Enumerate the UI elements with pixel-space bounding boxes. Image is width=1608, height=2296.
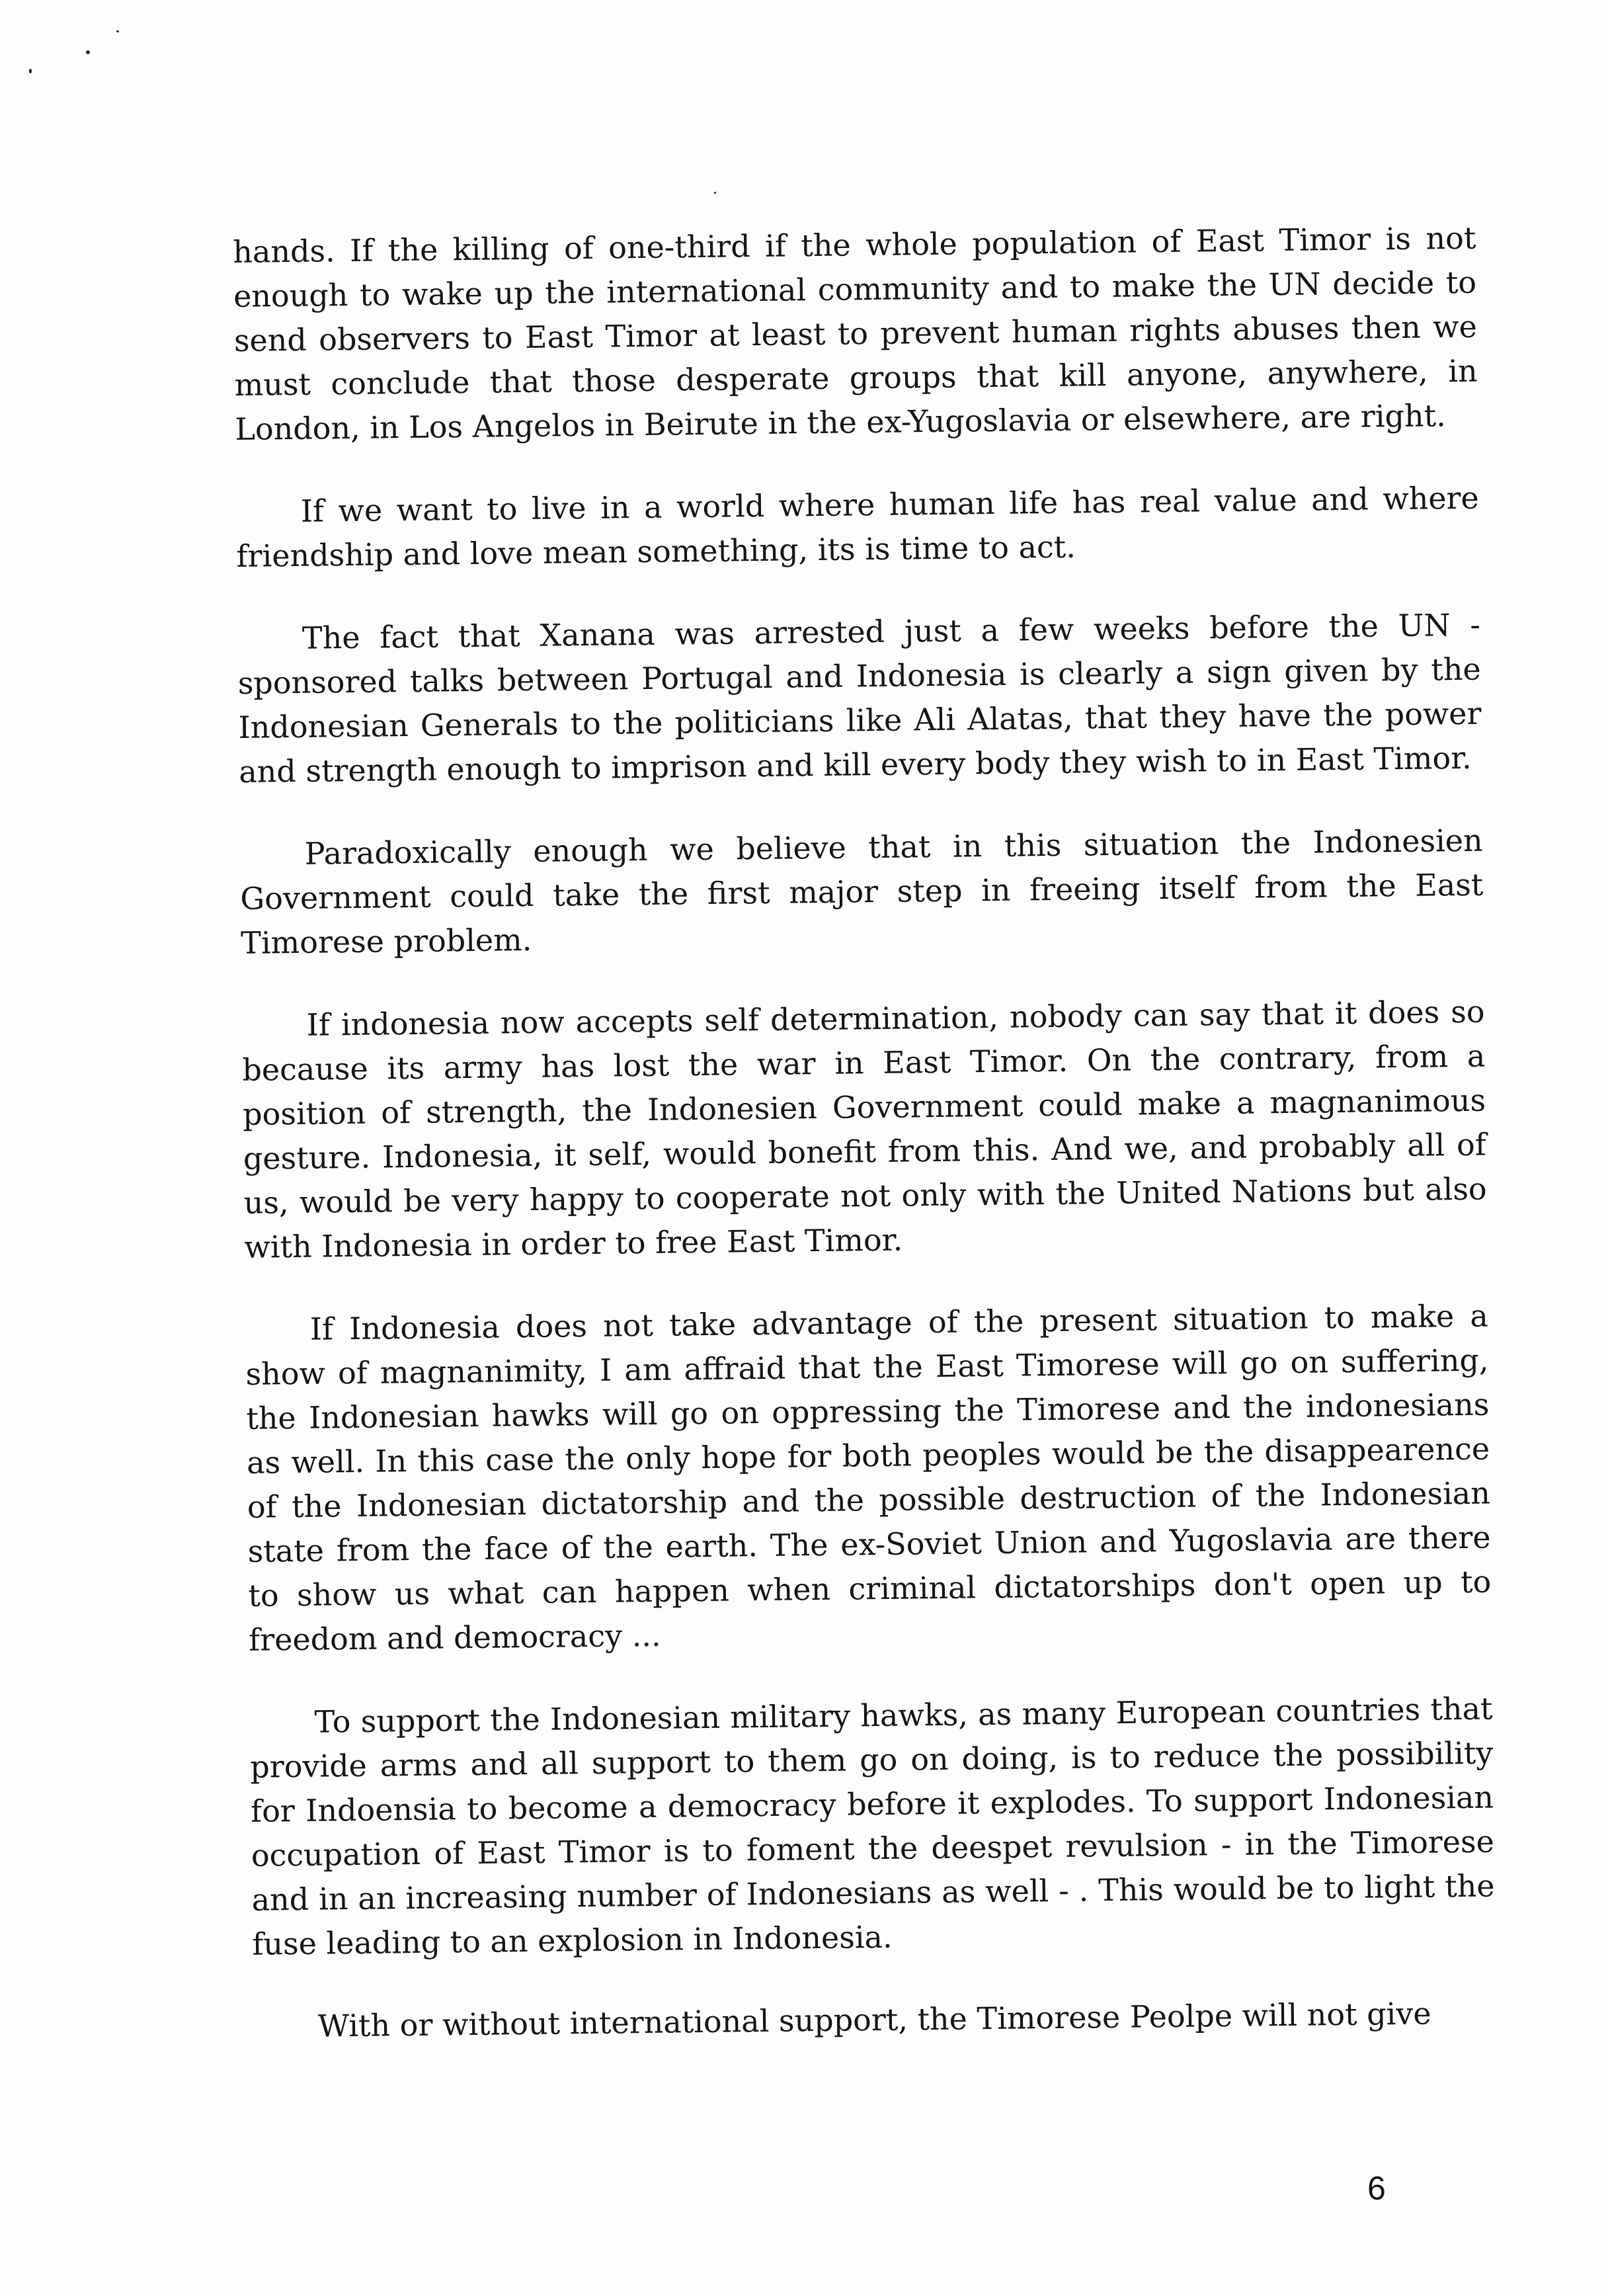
paragraph: If we want to live in a world where human life has real value and where friendship and love mean something, its is time to act. bbox=[236, 479, 1480, 574]
scan-speck bbox=[29, 69, 32, 73]
paragraph: To support the Indonesian military hawks, as many European countries that provide arms and all support to them go on doing, is to reduce the possibility for Indoensia to become a democracy before it explodes. To support Indonesian occupation of East Timor is to foment the deespet revulsion - in the Timorese and in an increasing number of Indonesians as well - . This would be to light the fuse leading to an explosion in Indonesia. bbox=[250, 1690, 1495, 1962]
paragraph: If Indonesia does not take advantage of the present situation to make a show of magnanimity, I am affraid that the East Timorese will go on suffering, the Indonesian hawks will go on oppressing the Timorese and the indonesians as well. In this case the only hope for both peoples would be the disappearence of the Indonesian dictatorship and the possible destruction of the Indonesian state from the face of the earth. The ex-Soviet Union and Yugoslavia are there to show us what can happen when criminal dictatorships don't open up to freedom and democracy ... bbox=[245, 1297, 1492, 1658]
body-text bbox=[233, 216, 1496, 2049]
page-number: 6 bbox=[1367, 2170, 1386, 2207]
paragraph: Paradoxically enough we believe that in this situation the Indonesien Government could take the first major step in freeing itself from the East Timorese problem. bbox=[240, 822, 1484, 961]
scan-speck bbox=[714, 192, 716, 194]
scan-speck bbox=[116, 30, 119, 32]
paragraph: With or without international support, the Timorese Peolpe will not give bbox=[317, 1995, 1431, 2044]
paragraph: hands. If the killing of one-third if the whole population of East Timor is not enough to wake up the international community and to make the UN decide to send observers to East Timor at least to prevent human rights abuses then we must conclude that those desperate groups that kill anyone, anywhere, in London, in Los Angelos in Beirute in the ex-Yugoslavia or elsewhere, are right. bbox=[233, 220, 1478, 447]
paragraph: If indonesia now accepts self determination, nobody can say that it does so because its army has lost the war in East Timor. On the contrary, from a position of strength, the Indonesien Government could make a magnanimous gesture. Indonesia, it self, would bonefit from this. And we, and probably all of us, would be very happy to cooperate not only with the United Nations but also with Indonesia in order to free East Timor. bbox=[242, 993, 1487, 1265]
scan-speck bbox=[86, 50, 90, 54]
paragraph: The fact that Xanana was arrested just a few weeks before the UN - sponsored talks between Portugal and Indonesia is clearly a sign given by the Indonesian Generals to the politicians like Ali Alatas, that they have the power and strength enough to imprison and kill every body they wish to in East Timor. bbox=[237, 606, 1482, 790]
